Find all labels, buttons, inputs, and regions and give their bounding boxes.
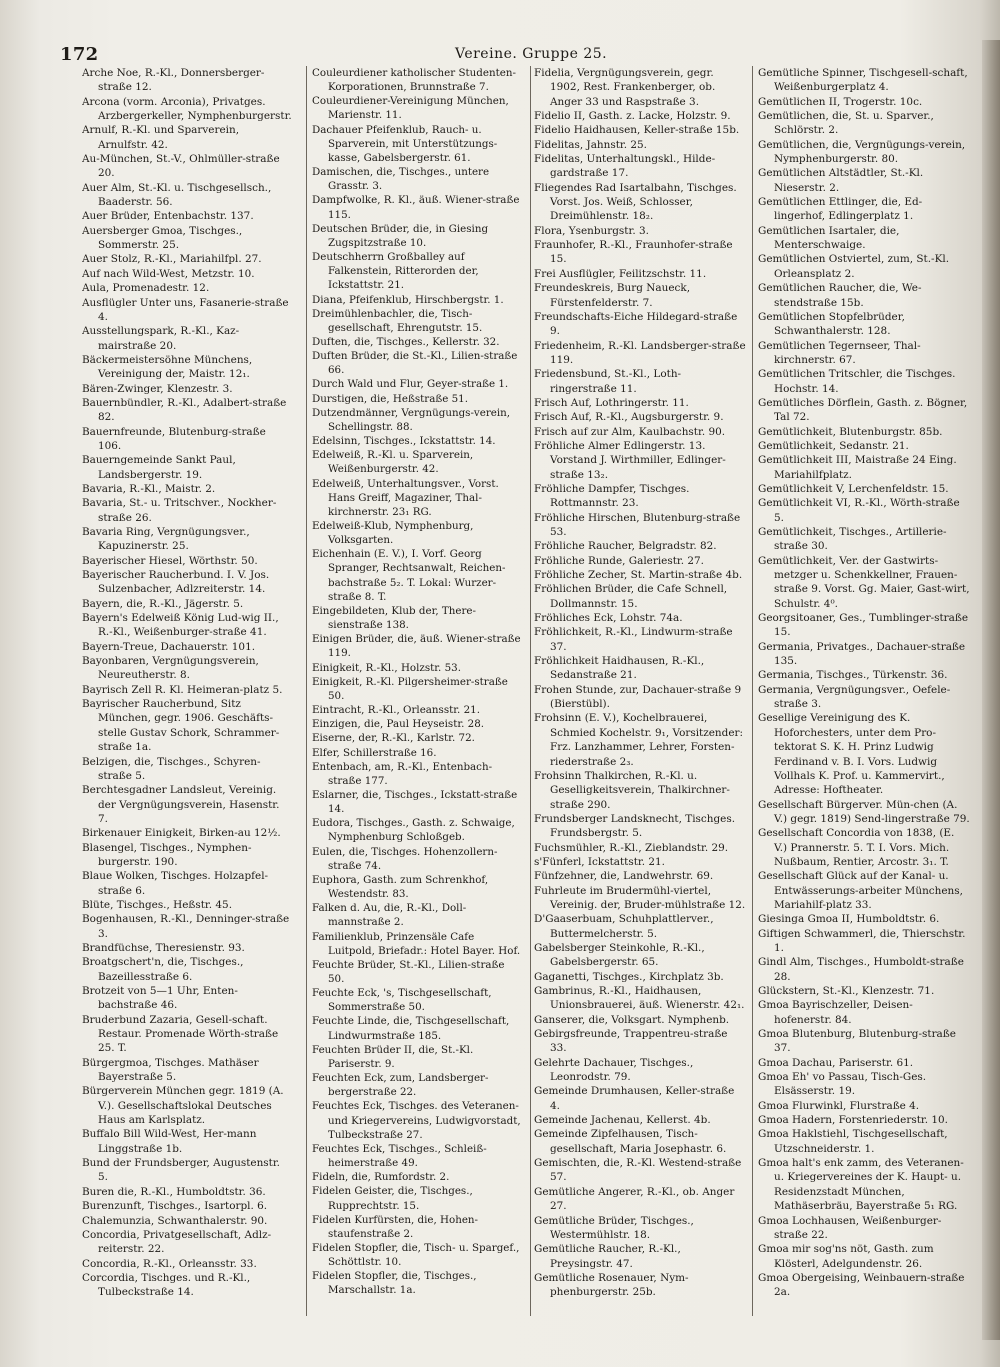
directory-entry: Broatgschert'n, die, Tischges., Bazeillesstraße 6. xyxy=(82,956,244,983)
directory-entry: Einigkeit, R.-Kl., Holzstr. 53. xyxy=(312,661,461,674)
directory-entry: Duften Brüder, die St.-Kl., Lilien-straße 66. xyxy=(312,350,518,377)
directory-entry: Gesellschaft Bürgerver. Mün-chen (A. V.) gegr. 1819) Send-lingerstraße 79. xyxy=(758,798,970,825)
directory-entry: Germania, Privatges., Dachauer-straße 135. xyxy=(758,640,966,668)
directory-entry: Fidelen Stopfler, die, Tischges., Marschallstr. 1a. xyxy=(312,1270,477,1297)
directory-entry: Giesinga Gmoa II, Humboldtstr. 6. xyxy=(758,913,940,926)
directory-entry: Diana, Pfeifenklub, Hirschbergstr. 1. xyxy=(312,293,504,306)
page-header xyxy=(60,40,960,68)
directory-entry: Frisch Auf, Lothringerstr. 11. xyxy=(534,396,689,409)
directory-entry: Bayonbaren, Vergnügungsverein, Neureutherstr. 8. xyxy=(82,655,259,682)
directory-entry: Bruderbund Zazaria, Gesell-schaft. Restaur. Promenade Wörth-straße 25. T. xyxy=(82,1013,279,1055)
directory-entry: Gmoa Haklstiehl, Tischgesellschaft, Utzschneiderstr. 1. xyxy=(758,1128,948,1155)
directory-entry: Gemütlichen Tritschler, die Tischges. Hochstr. 14. xyxy=(758,368,956,395)
directory-entry: Bayrischer Raucherbund, Sitz München, gegr. 1906. Geschäfts-stelle Gustav Schork, Schrammer-straße 1a. xyxy=(82,698,280,754)
directory-entry: Gemütlichen Stopfelbrüder, Schwanthalerstr. 128. xyxy=(758,310,905,338)
directory-entry: Fröhliche Almer Edlingerstr. 13. Vorstand J. Wirthmiller, Edlinger-straße 13₂. xyxy=(534,439,726,481)
directory-entry: Einigen Brüder, die, äuß. Wiener-straße 119. xyxy=(312,633,521,660)
directory-entry: Fidelen Kurfürsten, die, Hohen-staufenstraße 2. xyxy=(312,1213,479,1240)
directory-entry: Bayern-Treue, Dachauerstr. 101. xyxy=(82,640,256,653)
directory-entry: Bürgergmoa, Tischges. Mathäser Bayerstraße 5. xyxy=(82,1056,259,1084)
directory-entry: Fröhliche Raucher, Belgradstr. 82. xyxy=(534,540,717,553)
directory-entry: Eudora, Tischges., Gasth. z. Schwaige, Nymphenburg Schloßgeb. xyxy=(312,817,515,844)
column-divider xyxy=(752,66,753,1316)
directory-entry: Fidelen Geister, die, Tischges., Rupprechtstr. 15. xyxy=(312,1185,473,1212)
directory-entry: Bauernfreunde, Blutenburg-straße 106. xyxy=(82,425,266,452)
directory-entry: Edelweiß-Klub, Nymphenburg, Volksgarten. xyxy=(312,520,474,547)
directory-column-4 xyxy=(758,66,970,1316)
directory-entry: Fröhliches Eck, Lohstr. 74a. xyxy=(534,612,683,625)
column-divider xyxy=(306,66,307,1316)
directory-entry: Eiserne, der, R.-Kl., Karlstr. 72. xyxy=(312,732,475,745)
directory-entry: Gemeinde Drumhausen, Keller-straße 4. xyxy=(534,1085,735,1112)
directory-entry: Belzigen, die, Tischges., Schyren-straße 5. xyxy=(82,755,261,782)
directory-entry: Familienklub, Prinzensäle Cafe Luitpold, Briefadr.: Hotel Bayer. Hof. xyxy=(312,930,521,957)
directory-entry: Freundeskreis, Burg Naueck, Fürstenfelderstr. 7. xyxy=(534,282,691,309)
directory-entry: Bauernbündler, R.-Kl., Adalbert-straße 82. xyxy=(82,396,287,424)
directory-entry: Dampfwolke, R. Kl., äuß. Wiener-straße 115. xyxy=(312,194,520,221)
directory-entry: Gemütliches Dörflein, Gasth. z. Bögner, Tal 72. xyxy=(758,396,968,424)
directory-entry: Frisch auf zur Alm, Kaulbachstr. 90. xyxy=(534,425,726,438)
directory-entry: Dachauer Pfeifenklub, Rauch- u. Sparverein, mit Unterstützungs-kasse, Gabelsbergerstr. 61. xyxy=(312,123,498,164)
directory-entry: Fidelio Haidhausen, Keller-straße 15b. xyxy=(534,124,740,137)
directory-entry: Auf nach Wild-West, Metzstr. 10. xyxy=(82,267,255,280)
directory-entry: Gmoa halt's enk zamm, des Veteranen- u. Kriegervereines der K. Haupt- u. Residenzstadt München, Mathäserbräu, Bayerstraße 5₁ RG. xyxy=(758,1157,964,1213)
directory-entry: Georgsitoaner, Ges., Tumblinger-straße 15. xyxy=(758,612,969,639)
directory-entry: Durch Wald und Flur, Geyer-straße 1. xyxy=(312,378,509,391)
directory-column-1 xyxy=(82,66,292,1316)
directory-entry: Fidelen Stopfler, die, Tisch- u. Spargef., Schöttlstr. 10. xyxy=(312,1241,520,1269)
directory-entry: Fidelia, Vergnügungsverein, gegr. 1902, Rest. Frankenberger, ob. Anger 33 und Raspstraße 3. xyxy=(534,67,716,108)
directory-entry: Berchtesgadner Landsleut, Vereinig. der Vergnügungsverein, Hasenstr. 7. xyxy=(82,784,280,825)
directory-entry: Fröhliche Dampfer, Tischges. Rottmannstr. 23. xyxy=(534,482,690,510)
page-number: 172 xyxy=(60,44,99,65)
directory-entry: Gambrinus, R.-Kl., Haidhausen, Unionsbrauerei, äuß. Wienerstr. 42₁. xyxy=(534,985,745,1012)
directory-entry: Gemütlichkeit, Tischges., Artillerie-straße 30. xyxy=(758,526,947,553)
directory-entry: Gemeinde Jachenau, Kellerst. 4b. xyxy=(534,1114,711,1127)
directory-entry: Gmoa Bayrischzeller, Deisen-hofenerstr. 84. xyxy=(758,999,913,1026)
directory-entry: Ausflügler Unter uns, Fasanerie-straße 4. xyxy=(82,296,289,323)
directory-entry: Concordia, Privatgesellschaft, Adlz-reiterstr. 22. xyxy=(82,1228,272,1256)
directory-entry: Frohsinn (E. V.), Kochelbrauerei, Schmied Kochelstr. 9₁, Vorsitzender: Frz. Lanzhammer, Lehrer, Forsten-riederstraße 2₃. xyxy=(534,712,744,768)
directory-entry: Damischen, die, Tischges., untere Grasstr. 3. xyxy=(312,166,490,193)
directory-entry: Gmoa Flurwinkl, Flurstraße 4. xyxy=(758,1099,920,1112)
directory-entry: Gemütlichen Raucher, die, We-stendstraße 15b. xyxy=(758,282,922,309)
directory-entry: Gmoa Lochhausen, Weißenburger-straße 22. xyxy=(758,1214,942,1241)
directory-entry: Deutschherrn Großballey auf Falkenstein, Ritterorden der, Ickstattstr. 21. xyxy=(312,251,479,292)
directory-entry: Gemütliche Spinner, Tischgesell-schaft, Weißenburgerplatz 4. xyxy=(758,67,968,94)
directory-entry: Fünfzehner, die, Landwehrstr. 69. xyxy=(534,870,714,883)
directory-entry: Brandfüchse, Theresienstr. 93. xyxy=(82,941,245,954)
running-head: Vereine. Gruppe 25. xyxy=(455,46,608,62)
directory-entry: Gemütlichen, die, St. u. Sparver., Schlörstr. 2. xyxy=(758,110,934,137)
directory-entry: Gesellschaft Concordia von 1838, (E. V.) Prannerstr. 5. T. I. Vors. Mich. Nußbaum, Rentier, Arcostr. 3₁. T. xyxy=(758,827,955,868)
directory-entry: Blasengel, Tischges., Nymphen-burgerstr. 190. xyxy=(82,841,252,868)
directory-entry: Brotzeit von 5—1 Uhr, Enten-bachstraße 46. xyxy=(82,985,238,1012)
directory-entry: Gaganetti, Tischges., Kirchplatz 3b. xyxy=(534,970,724,983)
directory-entry: Feuchte Eck, 's, Tischgesellschaft, Sommerstraße 50. xyxy=(312,987,492,1014)
directory-entry: Gmoa mir sog'ns nöt, Gasth. zum Klösterl, Adelgundenstr. 26. xyxy=(758,1243,934,1270)
directory-entry: Eulen, die, Tischges. Hohenzollern-straße 74. xyxy=(312,845,498,872)
directory-entry: Germania, Tischges., Türkenstr. 36. xyxy=(758,669,948,682)
directory-entry: Frei Ausflügler, Feilitzschstr. 11. xyxy=(534,267,707,280)
directory-entry: Duften, die, Tischges., Kellerstr. 32. xyxy=(312,335,500,348)
directory-entry: Buren die, R.-Kl., Humboldtstr. 36. xyxy=(82,1185,266,1198)
directory-entry: Chalemunzia, Schwanthalerstr. 90. xyxy=(82,1214,268,1227)
directory-entry: Edelsinn, Tischges., Ickstattstr. 14. xyxy=(312,435,496,448)
page-edge-shadow xyxy=(982,40,1000,1340)
directory-entry: Gesellige Vereinigung des K. Hoforchesters, unter dem Pro-tektorat S. K. H. Prinz Ludwig Ferdinand v. B. I. Vors. Ludwig Vollhals K. Prof. u. Kammervirt., Adresse: Hoftheater. xyxy=(758,712,945,797)
directory-entry: Einigkeit, R.-Kl. Pilgersheimer-straße 50. xyxy=(312,675,508,702)
directory-entry: Eintracht, R.-Kl., Orleansstr. 21. xyxy=(312,704,480,717)
directory-entry: Edelweiß, R.-Kl. u. Sparverein, Weißenburgerstr. 42. xyxy=(312,449,474,476)
directory-entry: Friedenheim, R.-Kl. Landsberger-straße 119. xyxy=(534,339,746,366)
directory-entry: Bogenhausen, R.-Kl., Denninger-straße 3. xyxy=(82,913,290,940)
directory-entry: Bund der Frundsberger, Augustenstr. 5. xyxy=(82,1157,280,1184)
directory-entry: Ganserer, die, Volksgart. Nymphenb. xyxy=(534,1013,730,1026)
directory-entry: Fidelio II, Gasth. z. Lacke, Holzstr. 9. xyxy=(534,110,731,123)
directory-entry: Flora, Ysenburgstr. 3. xyxy=(534,224,649,237)
directory-entry: Au-München, St.-V., Ohlmüller-straße 20. xyxy=(82,153,280,180)
directory-entry: Gemütliche Raucher, R.-Kl., Preysingstr. 47. xyxy=(534,1243,681,1270)
directory-entry: Couleurdiener katholischer Studenten-Korporationen, Brunnstraße 7. xyxy=(312,67,516,94)
directory-column-3 xyxy=(534,66,746,1316)
directory-entry: Feuchten Brüder II, die, St.-Kl. Pariserstr. 9. xyxy=(312,1043,474,1070)
directory-column-2 xyxy=(312,66,522,1316)
directory-entry: Eingebildeten, Klub der, There-sienstraße 138. xyxy=(312,604,476,632)
directory-entry: Entenbach, am, R.-Kl., Entenbach-straße 177. xyxy=(312,760,493,787)
directory-entry: Auer Alm, St.-Kl. u. Tischgesellsch., Baaderstr. 56. xyxy=(82,181,272,209)
directory-entry: Fideln, die, Rumfordstr. 2. xyxy=(312,1171,450,1184)
directory-entry: Frohsinn Thalkirchen, R.-Kl. u. Geselligkeitsverein, Thalkirchner-straße 290. xyxy=(534,769,730,811)
directory-entry: Gelehrte Dachauer, Tischges., Leonrodstr. 79. xyxy=(534,1056,694,1084)
directory-entry: Fidelitas, Jahnstr. 25. xyxy=(534,138,648,151)
directory-entry: Gmoa Blutenburg, Blutenburg-straße 37. xyxy=(758,1028,956,1055)
directory-entry: Euphora, Gasth. zum Schrenkhof, Westendstr. 83. xyxy=(312,873,489,901)
directory-entry: Concordia, R.-Kl., Orleansstr. 33. xyxy=(82,1257,257,1270)
directory-entry: Dreimühlenbachler, die, Tisch-gesellschaft, Ehrengutstr. 15. xyxy=(312,307,483,334)
directory-entry: Bayerischer Hiesel, Wörthstr. 50. xyxy=(82,554,258,567)
directory-entry: Ausstellungspark, R.-Kl., Kaz-mairstraße 20. xyxy=(82,325,240,352)
directory-entry: Feuchte Brüder, St.-Kl., Lilien-straße 50. xyxy=(312,958,505,985)
directory-entry: Freundschafts-Eiche Hildegard-straße 9. xyxy=(534,310,738,338)
directory-entry: Fraunhofer, R.-Kl., Fraunhofer-straße 15. xyxy=(534,239,733,266)
directory-entry: Germania, Vergnügungsver., Oefele-straße 3. xyxy=(758,683,951,711)
directory-entry: Frohen Stunde, zur, Dachauer-straße 9 (Bierstübl). xyxy=(534,683,742,711)
directory-entry: Gemütlichkeit V, Lerchenfeldstr. 15. xyxy=(758,482,949,495)
directory-entry: Falken d. Au, die, R.-Kl., Doll-mannstraße 2. xyxy=(312,902,467,929)
directory-entry: Gemütliche Angerer, R.-Kl., ob. Anger 27. xyxy=(534,1185,735,1213)
directory-entry: Blaue Wolken, Tischges. Holzapfel-straße 6. xyxy=(82,870,269,897)
directory-entry: Aula, Promenadestr. 12. xyxy=(82,282,210,295)
directory-entry: Feuchte Linde, die, Tischgesellschaft, Lindwurmstraße 185. xyxy=(312,1015,510,1042)
directory-entry: Gemütlichen Altstädtler, St.-Kl. Nieserstr. 2. xyxy=(758,167,924,194)
directory-entry: Gabelsberger Steinkohle, R.-Kl., Gabelsbergerstr. 65. xyxy=(534,941,705,969)
directory-entry: Feuchtes Eck, Tischges. des Veteranen- und Kriegervereins, Ludwigvorstadt, Tulbeckstraße 27. xyxy=(312,1100,521,1141)
directory-entry: Gemütlichkeit, Ver. der Gastwirts-metzger u. Schenkkellner, Frauen-straße 9. Vorst. Gg. Maier, Gast-wirt, Schulstr. 4⁰. xyxy=(758,554,970,610)
directory-entry: Blüte, Tischges., Heßstr. 45. xyxy=(82,898,233,911)
directory-entry: Gemeinde Zipfelhausen, Tisch-gesellschaft, Maria Josephastr. 6. xyxy=(534,1128,727,1155)
directory-entry: Bäckermeistersöhne Münchens, Vereinigung der, Maistr. 12₁. xyxy=(82,353,253,381)
directory-entry: D'Gaaserbuam, Schuhplattlerver., Buttermelcherstr. 5. xyxy=(534,913,714,940)
directory-entry: Friedensbund, St.-Kl., Loth-ringerstraße 11. xyxy=(534,368,682,395)
directory-entry: Bayrisch Zell R. Kl. Heimeran-platz 5. xyxy=(82,683,283,696)
directory-entry: Giftigen Schwammerl, die, Thierschstr. 1. xyxy=(758,927,966,954)
directory-entry: Gmoa Obergeising, Weinbauern-straße 2a. xyxy=(758,1271,965,1299)
directory-entry: Gebirgsfreunde, Trappentreu-straße 33. xyxy=(534,1028,728,1055)
column-divider xyxy=(530,66,531,1316)
directory-entry: Gmoa Dachau, Pariserstr. 61. xyxy=(758,1056,914,1069)
directory-entry: Bavaria, R.-Kl., Maistr. 2. xyxy=(82,482,216,495)
directory-entry: Gmoa Eh' vo Passau, Tisch-Ges. Elsässerstr. 19. xyxy=(758,1071,927,1098)
directory-entry: Bayern, die, R.-Kl., Jägerstr. 5. xyxy=(82,597,244,610)
directory-entry: Fröhliche Runde, Galeriestr. 27. xyxy=(534,554,704,567)
directory-entry: Einzigen, die, Paul Heyseistr. 28. xyxy=(312,718,485,731)
directory-entry: Gemütlichkeit, Blutenburgstr. 85b. xyxy=(758,425,943,438)
directory-entry: s'Fünferl, Ickstattstr. 21. xyxy=(534,855,665,868)
directory-entry: Gemütlichkeit, Sedanstr. 21. xyxy=(758,439,909,452)
directory-entry: Gmoa Hadern, Forstenriederstr. 10. xyxy=(758,1114,948,1127)
directory-entry: Bürgerverein München gegr. 1819 (A. V.). Gesellschaftslokal Deutsches Haus am Karlsplatz. xyxy=(82,1085,284,1127)
directory-entry: Dutzendmänner, Vergnügungs-verein, Schellingstr. 88. xyxy=(312,406,511,433)
directory-entry: Frundsberger Landsknecht, Tischges. Frundsbergstr. 5. xyxy=(534,812,736,840)
directory-entry: Gemütlichen Isartaler, die, Menterschwaige. xyxy=(758,224,900,252)
directory-entry: Gemütlichen Ettlinger, die, Ed-lingerhof, Edlingerplatz 1. xyxy=(758,196,923,223)
directory-entry: Gemütlichen, die, Vergnügungs-verein, Nymphenburgerstr. 80. xyxy=(758,138,966,166)
directory-entry: Eichenhain (E. V.), I. Vorf. Georg Spranger, Rechtsanwalt, Reichen-bachstraße 5₂. T. Lokal: Wurzer-straße 8. T. xyxy=(312,548,506,603)
directory-entry: Bauerngemeinde Sankt Paul, Landsbergerstr. 19. xyxy=(82,454,236,481)
directory-entry: Fröhlichkeit, R.-Kl., Lindwurm-straße 37. xyxy=(534,626,733,653)
directory-entry: Deutschen Brüder, die, in Giesing Zugspitzstraße 10. xyxy=(312,222,489,249)
directory-entry: Fuchsmühler, R.-Kl., Zieblandstr. 29. xyxy=(534,841,729,854)
directory-entry: Gesellschaft Glück auf der Kanal- u. Entwässerungs-arbeiter Münchens, Mariahilf-platz 33. xyxy=(758,870,963,911)
directory-entry: Corcordia, Tischges. und R.-Kl., Tulbeckstraße 14. xyxy=(82,1271,251,1299)
directory-entry: Fuhrleute im Brudermühl-viertel, Vereinig. der, Bruder-mühlstraße 12. xyxy=(534,884,746,911)
directory-entry: Gemütlichkeit VI, R.-Kl., Wörth-straße 5. xyxy=(758,497,960,524)
directory-entry: Durstigen, die, Heßstraße 51. xyxy=(312,392,468,405)
directory-entry: Bavaria Ring, Vergnügungsver., Kapuzinerstr. 25. xyxy=(82,526,250,553)
directory-entry: Bayerischer Raucherbund. I. V. Jos. Sulzenbacher, Adlzreiterstr. 14. xyxy=(82,569,270,596)
directory-entry: Gemütlichen II, Trogerstr. 10c. xyxy=(758,95,923,108)
directory-entry: Auer Brüder, Entenbachstr. 137. xyxy=(82,210,254,223)
directory-entry: Bavaria, St.- u. Tritschver., Nockher-straße 26. xyxy=(82,497,277,524)
directory-entry: Eslarner, die, Tischges., Ickstatt-straße 14. xyxy=(312,788,518,816)
directory-entry: Frisch Auf, R.-Kl., Augsburgerstr. 9. xyxy=(534,411,724,424)
directory-entry: Bayern's Edelweiß König Lud-wig II., R.-Kl., Weißenburger-straße 41. xyxy=(82,612,279,639)
directory-entry: Feuchten Eck, zum, Landsberger-bergerstraße 22. xyxy=(312,1072,489,1099)
directory-entry: Edelweiß, Unterhaltungsver., Vorst. Hans Greiff, Magaziner, Thal-kirchnerstr. 23₁ RG. xyxy=(312,477,499,518)
directory-entry: Glückstern, St.-Kl., Klenzestr. 71. xyxy=(758,985,935,997)
directory-entry: Elfer, Schillerstraße 16. xyxy=(312,746,437,759)
directory-entry: Buffalo Bill Wild-West, Her-mann Linggstraße 1b. xyxy=(82,1128,257,1155)
directory-entry: Gemütlichen Tegernseer, Thal-kirchnerstr. 67. xyxy=(758,339,921,366)
directory-entry: Birkenauer Einigkeit, Birken-au 12½. xyxy=(82,827,281,840)
directory-entry: Bären-Zwinger, Klenzestr. 3. xyxy=(82,382,233,395)
directory-entry: Fröhliche Zecher, St. Martin-straße 4b. xyxy=(534,569,743,582)
directory-entry: Gemütliche Rosenauer, Nym-phenburgerstr. 25b. xyxy=(534,1271,689,1299)
directory-entry: Fröhlichen Brüder, die Cafe Schnell, Dollmannstr. 15. xyxy=(534,583,728,610)
directory-entry: Fröhliche Hirschen, Blutenburg-straße 53. xyxy=(534,511,741,538)
directory-entry: Fröhlichkeit Haidhausen, R.-Kl., Sedanstraße 21. xyxy=(534,655,705,682)
directory-entry: Arnulf, R.-Kl. und Sparverein, Arnulfstr. 42. xyxy=(82,124,240,151)
directory-entry: Fidelitas, Unterhaltungskl., Hilde-gardstraße 17. xyxy=(534,153,716,180)
directory-entry: Gemütlichen Ostviertel, zum, St.-Kl. Orleansplatz 2. xyxy=(758,253,950,280)
directory-entry: Arche Noe, R.-Kl., Donnersberger-straße 12. xyxy=(82,67,265,94)
directory-entry: Burenzunft, Tischges., Isartorpl. 6. xyxy=(82,1200,268,1213)
directory-entry: Gemütlichkeit III, Maistraße 24 Eing. Mariahilfplatz. xyxy=(758,454,957,481)
directory-entry: Couleurdiener-Vereinigung München, Marienstr. 11. xyxy=(312,95,509,122)
directory-entry: Gemischten, die, R.-Kl. Westend-straße 57. xyxy=(534,1157,742,1184)
directory-entry: Gindl Alm, Tischges., Humboldt-straße 28. xyxy=(758,956,964,983)
directory-entry: Auersberger Gmoa, Tischges., Sommerstr. 25. xyxy=(82,224,243,252)
directory-entry: Feuchtes Eck, Tischges., Schleiß-heimerstraße 49. xyxy=(312,1142,487,1170)
directory-entry: Gemütliche Brüder, Tischges., Westermühlstr. 18. xyxy=(534,1214,694,1241)
directory-entry: Fliegendes Rad Isartalbahn, Tischges. Vorst. Jos. Weiß, Schlosser, Dreimühlenstr. 18₂. xyxy=(534,181,737,223)
directory-entry: Arcona (vorm. Arconia), Privatges. Arzbergerkeller, Nymphenburgerstr. xyxy=(82,95,292,123)
directory-entry: Auer Stolz, R.-Kl., Mariahilfpl. 27. xyxy=(82,253,262,266)
